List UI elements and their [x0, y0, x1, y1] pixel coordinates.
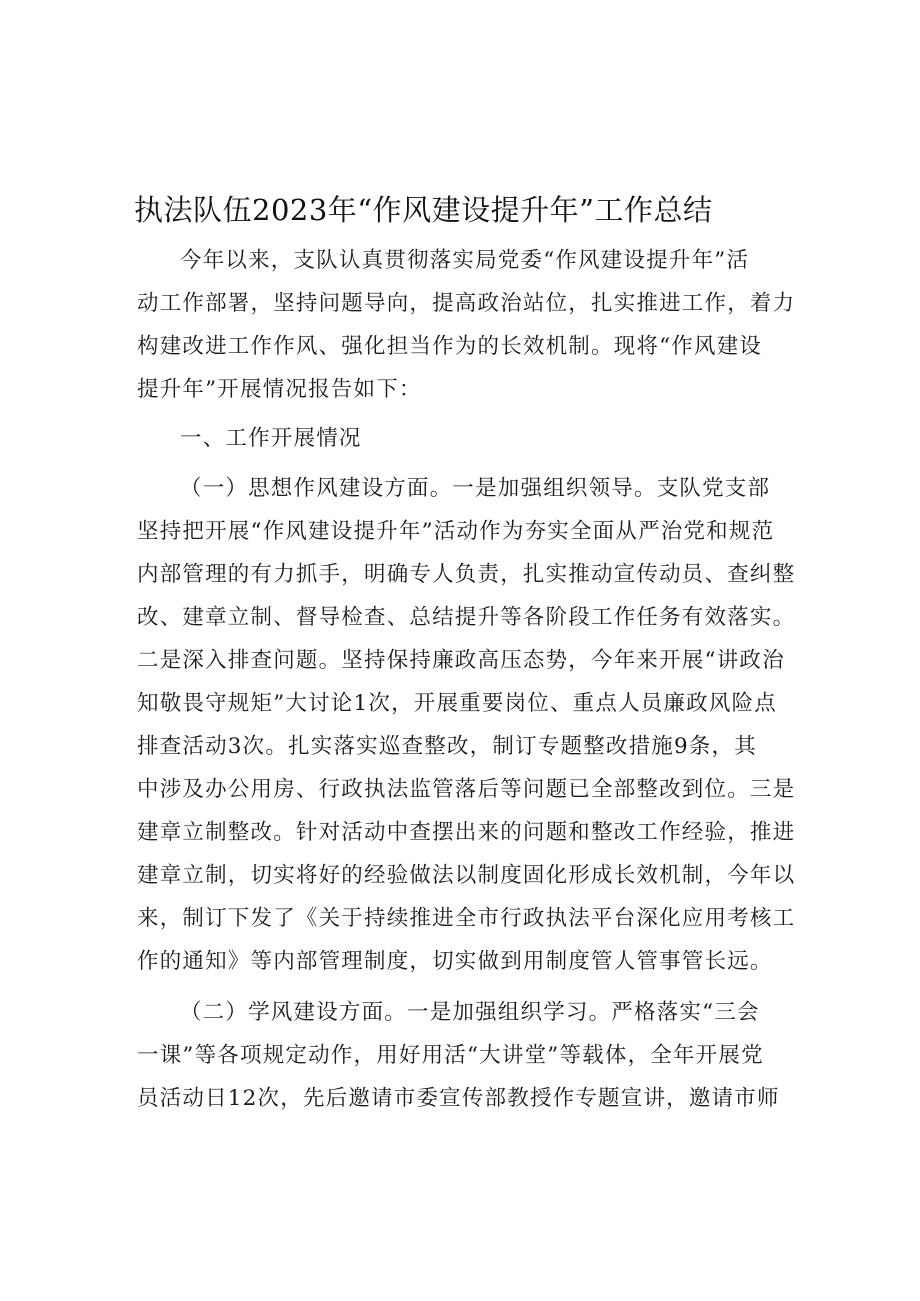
paragraph-line: 建章立制，切实将好的经验做法以制度固化形成长效机制，今年以 — [137, 863, 796, 888]
section-heading: 一、工作开展情况 — [180, 426, 362, 451]
paragraph-line: 构建改进工作作风、强化担当作为的长效机制。现将“作风建设 — [137, 334, 763, 359]
paragraph-line: 排查活动3次。扎实落实巡查整改，制订专题整改措施9条，其 — [137, 734, 757, 759]
paragraph-line: 一课”等各项规定动作，用好用活“大讲堂”等载体，全年开展党 — [137, 1043, 764, 1068]
document-title: 执法队伍2023年“作风建设提升年”工作总结 — [134, 193, 713, 227]
paragraph-line: 来，制订下发了《关于持续推进全市行政执法平台深化应用考核工 — [137, 906, 796, 931]
paragraph-line: 内部管理的有力抓手，明确专人负责，扎实推动宣传动员、查纠整 — [137, 562, 796, 587]
paragraph-line: 今年以来，支队认真贯彻落实局党委“作风建设提升年”活 — [180, 248, 750, 273]
paragraph-line: 作的通知》等内部管理制度，切实做到用制度管人管事管长远。 — [137, 949, 773, 974]
paragraph-line: 员活动日12次，先后邀请市委宣传部教授作专题宣讲，邀请市师 — [137, 1086, 780, 1111]
paragraph-line: 建章立制整改。针对活动中查摆出来的问题和整改工作经验，推进 — [137, 820, 796, 845]
paragraph-line: 二是深入排查问题。坚持保持廉政高压态势，今年来开展“讲政治 — [137, 648, 785, 673]
paragraph-line: （二）学风建设方面。一是加强组织学习。严格落实“三会 — [180, 1000, 760, 1025]
paragraph-line: 改、建章立制、督导检查、总结提升等各阶段工作任务有效落实。 — [137, 605, 796, 630]
paragraph-line: 提升年”开展情况报告如下： — [137, 377, 422, 402]
paragraph-line: （一）思想作风建设方面。一是加强组织领导。支队党支部 — [180, 476, 771, 501]
paragraph-line: 中涉及办公用房、行政执法监管落后等问题已全部整改到位。三是 — [137, 777, 796, 802]
paragraph-line: 知敬畏守规矩”大讨论1次，开展重要岗位、重点人员廉政风险点 — [137, 691, 777, 716]
paragraph-line: 动工作部署，坚持问题导向，提高政治站位，扎实推进工作，着力 — [137, 291, 796, 316]
paragraph-line: 坚持把开展“作风建设提升年”活动作为夯实全面从严治党和规范 — [137, 519, 775, 544]
